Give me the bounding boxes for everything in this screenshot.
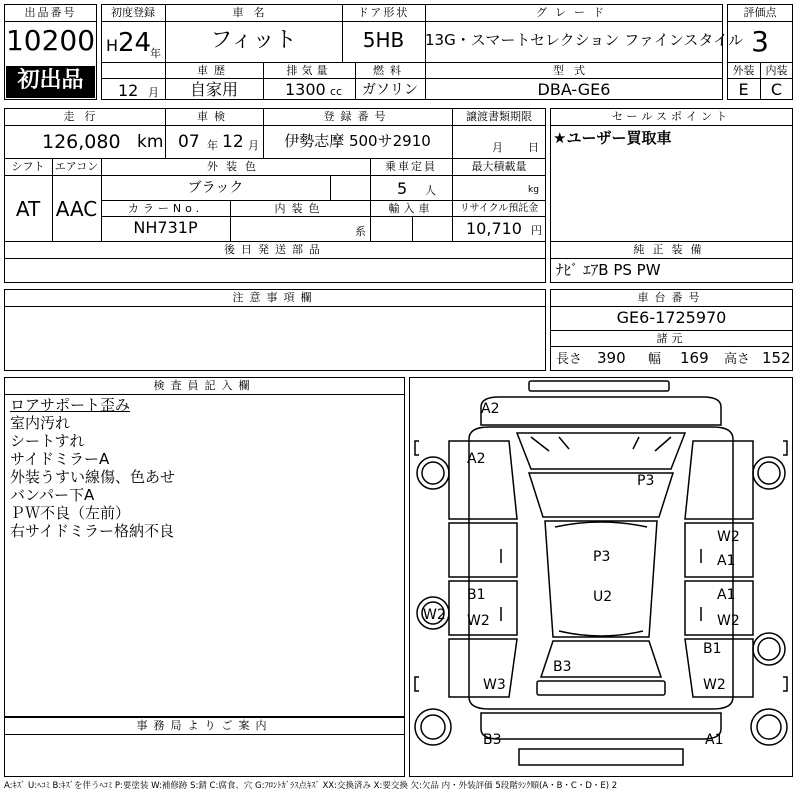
inspector-line: 外装うすい線傷、色あせ <box>10 468 176 486</box>
mark-a1-right-front: A1 <box>717 553 736 569</box>
inspector-line: ＰＷ不良（左前） <box>10 504 131 522</box>
height-label: 高さ <box>724 352 751 367</box>
genuine-equipment-label: 純正装備 <box>633 243 710 256</box>
exterior-grade: E <box>738 80 749 99</box>
mark-b1-left: B1 <box>467 587 486 603</box>
mileage: 126,080 <box>42 131 121 153</box>
shift-label: シフト <box>11 160 45 173</box>
recycle-label: リサイクル預託金 <box>459 203 539 214</box>
capacity-label: 乗車定員 <box>385 160 437 173</box>
recycle-unit: 円 <box>531 224 542 237</box>
transfer-day-unit: 日 <box>528 141 539 154</box>
first-listing-badge-text: 初出品 <box>17 68 84 93</box>
interior-color-unit: 系 <box>355 225 366 238</box>
color-no: NH731P <box>133 218 198 237</box>
mark-b3-rear: B3 <box>483 732 502 748</box>
interior-grade: C <box>770 80 783 99</box>
door-type-label: ドア形状 <box>357 6 410 19</box>
lot-number-label: 出品番号 <box>24 6 77 19</box>
inspection-label: 車検 <box>197 110 231 123</box>
mileage-label: 走行 <box>63 110 106 123</box>
genuine-equipment: ﾅﾋﾞ ｴｱB PS PW <box>556 261 661 279</box>
later-parts-label: 後日発送部品 <box>224 243 326 256</box>
inspection-year: 07 <box>178 132 200 152</box>
inspector-line: サイドミラーA <box>10 450 110 468</box>
model-code: DBA-GE6 <box>537 80 611 99</box>
max-load-unit: kg <box>528 185 539 195</box>
mark-b3-left-quarter: B3 <box>553 659 572 675</box>
chassis-number: GE6-1725970 <box>616 308 727 327</box>
import-label: 輸入車 <box>388 202 434 215</box>
mark-a1-rear: A1 <box>705 732 724 748</box>
selling-points: ★ユーザー買取車 <box>553 129 672 147</box>
car-diagram <box>409 377 793 777</box>
capacity: 5 <box>397 179 408 198</box>
width: 169 <box>680 349 709 367</box>
first-reg-year-unit: 年 <box>150 47 161 60</box>
chassis-label: 車台番号 <box>637 291 706 304</box>
inspector-line: バンパー下A <box>10 486 95 504</box>
selling-points-label: セールスポイント <box>611 110 731 123</box>
mileage-unit: km <box>137 132 164 152</box>
mark-w2-right-rear: W2 <box>717 613 740 629</box>
inspection-month-unit: 月 <box>248 139 259 152</box>
history: 自家用 <box>189 80 238 99</box>
displacement-unit: cc <box>330 85 343 98</box>
inspector-line: 右サイドミラー格納不良 <box>10 522 174 540</box>
mark-w2-left: W2 <box>467 613 490 629</box>
door-type: 5HB <box>362 28 405 52</box>
mark-a2-hood: A2 <box>467 451 486 467</box>
aircon: AAC <box>55 197 98 221</box>
fuel-label: 燃料 <box>373 64 407 77</box>
transfer-deadline-label: 譲渡書類期限 <box>466 110 532 123</box>
mark-a1-right-rear: A1 <box>717 587 736 603</box>
inspector-line: シートすれ <box>10 432 85 450</box>
mark-p3-roof: P3 <box>637 473 655 489</box>
office-label: 事務局よりご案内 <box>136 719 273 732</box>
inspection-month: 12 <box>222 132 244 152</box>
displacement: 1300 <box>285 80 326 99</box>
max-load-label: 最大積載量 <box>471 160 527 173</box>
notes-label: 注意事項欄 <box>232 291 318 304</box>
displacement-label: 排気量 <box>286 64 332 77</box>
lot-number: 10200 <box>5 24 96 57</box>
registration: 伊勢志摩 500サ2910 <box>284 132 431 150</box>
history-label: 車歴 <box>197 64 231 77</box>
first-reg-month: 12 <box>118 81 139 100</box>
fuel: ガソリン <box>362 82 418 98</box>
mark-w2-far-left: W2 <box>423 607 446 623</box>
capacity-unit: 人 <box>425 184 436 197</box>
exterior-color: ブラック <box>187 180 244 196</box>
mark-p3-center: P3 <box>593 549 611 565</box>
grade: 13G・スマートセレクション ファインスタイル <box>425 31 744 49</box>
color-no-label: カラーNo. <box>127 202 204 215</box>
height: 152 <box>762 349 791 367</box>
exterior-grade-label: 外装 <box>732 64 755 77</box>
first-reg-label: 初度登録 <box>111 6 155 19</box>
inspector-label: 検査員記入欄 <box>153 379 256 392</box>
interior-grade-label: 内装 <box>765 64 788 77</box>
car-name: フィット <box>210 28 297 53</box>
length: 390 <box>597 349 626 367</box>
dims-label: 諸元 <box>656 332 687 345</box>
mark-w3-left: W3 <box>483 677 506 693</box>
transfer-month-unit: 月 <box>492 141 503 154</box>
mark-a2-front-bumper: A2 <box>481 401 500 417</box>
first-reg-era: H <box>106 36 119 55</box>
inspector-line: ロアサポート歪み <box>10 396 131 414</box>
width-label: 幅 <box>648 352 662 367</box>
mark-w2-right-bottom: W2 <box>703 677 726 693</box>
car-name-label: 車名 <box>232 6 275 19</box>
interior-color-label: 内装色 <box>274 202 326 215</box>
grade-label: グレード <box>536 6 612 19</box>
shift: AT <box>15 197 41 221</box>
inspection-year-unit: 年 <box>207 139 218 152</box>
mark-u2-center: U2 <box>593 589 613 605</box>
recycle: 10,710 <box>466 219 522 238</box>
aircon-label: エアコン <box>54 160 99 173</box>
first-reg-month-unit: 月 <box>148 86 159 99</box>
damage-legend: A:ｷｽﾞ U:ﾍｺﾐ B:ｷｽﾞを伴うﾍｺﾐ P:要塗装 W:補修跡 S:錆 C:腐食、穴 G:ﾌﾛﾝﾄｶﾞﾗｽ点ｷｽﾞ XX:交換済み X:要交換 欠:欠品 内・外装評価 5段階ﾗﾝｸ順(A・B・C・D・E) 2 <box>4 781 618 791</box>
score: 3 <box>751 25 769 58</box>
registration-label: 登録番号 <box>323 110 392 123</box>
inspector-line: 室内汚れ <box>10 414 71 432</box>
length-label: 長さ <box>556 352 583 367</box>
inspector-notes <box>10 396 400 540</box>
model-code-label: 型式 <box>553 64 595 77</box>
exterior-color-label: 外装色 <box>207 160 264 173</box>
first-reg-year: 24 <box>118 28 152 58</box>
mark-w2-right-front: W2 <box>717 529 740 545</box>
mark-b1-right-quarter: B1 <box>703 641 722 657</box>
score-label: 評価点 <box>743 6 777 19</box>
